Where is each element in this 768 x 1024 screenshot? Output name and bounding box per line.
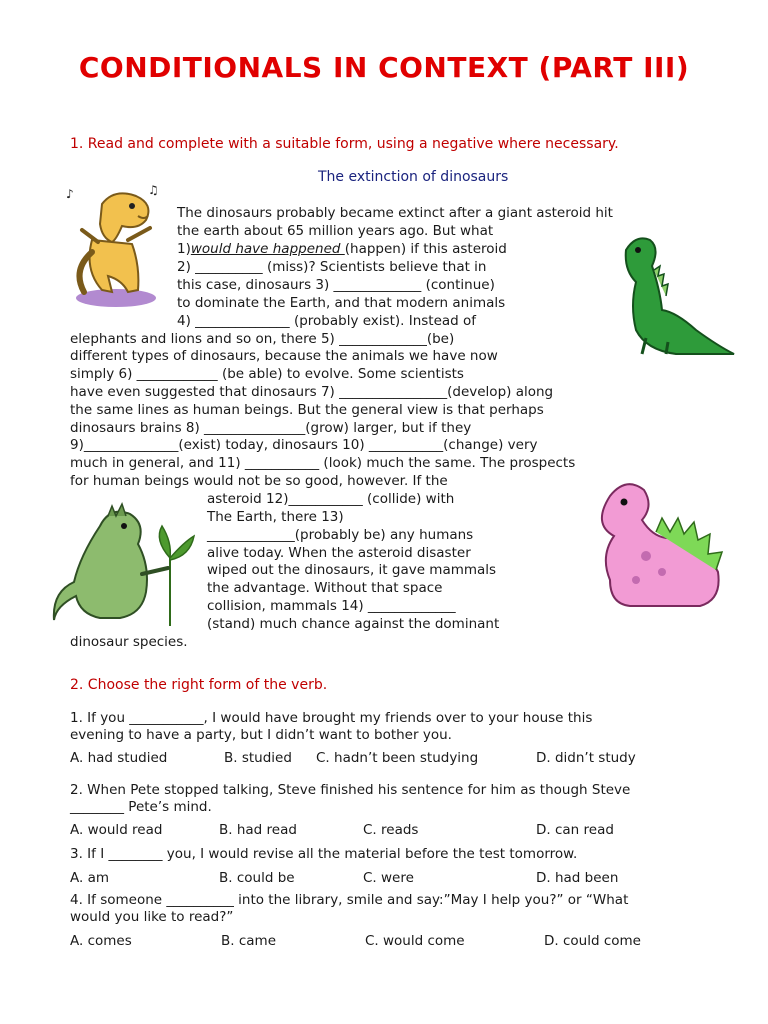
passage-line: much in general, and 11) ___________ (look) much the same. The prospects <box>70 455 576 471</box>
passage-title: The extinction of dinosaurs <box>318 169 509 185</box>
gap-number: 1) <box>177 241 191 257</box>
passage-line: the advantage. Without that space <box>207 580 443 596</box>
green-dinosaur-image <box>606 230 738 360</box>
passage-line: The dinosaurs probably became extinct after a giant asteroid hit <box>177 205 613 221</box>
passage-line: alive today. When the asteroid disaster <box>207 545 471 561</box>
passage-line: dinosaur species. <box>70 634 188 650</box>
question-text: ________ Pete’s mind. <box>70 799 212 815</box>
question-text: 3. If I ________ you, I would revise all the material before the test tomorrow. <box>70 846 578 862</box>
passage-line: this case, dinosaurs 3) _____________ (continue) <box>177 277 495 293</box>
passage-line: (stand) much chance against the dominant <box>207 616 500 632</box>
option-c[interactable]: C. were <box>363 870 414 886</box>
option-d[interactable]: D. had been <box>536 870 619 886</box>
question-text: 1. If you ___________, I would have brought my friends over to your house this <box>70 710 593 726</box>
passage-line: dinosaurs brains 8) _______________(grow) larger, but if they <box>70 420 472 436</box>
passage-line: 2) __________ (miss)? Scientists believe that in <box>177 259 487 275</box>
passage-line: the same lines as human beings. But the general view is that perhaps <box>70 402 544 418</box>
question-text: 2. When Pete stopped talking, Steve finished his sentence for him as though Steve <box>70 782 631 798</box>
pink-dinosaur-image <box>570 476 730 616</box>
option-d[interactable]: D. didn’t study <box>536 750 636 766</box>
passage-line: _____________(probably be) any humans <box>207 527 474 543</box>
option-c[interactable]: C. would come <box>365 933 465 949</box>
option-b[interactable]: B. studied <box>224 750 292 766</box>
passage-line: wiped out the dinosaurs, it gave mammals <box>207 562 497 578</box>
passage-line <box>177 241 507 259</box>
page-title: CONDITIONALS IN CONTEXT (PART III) <box>78 51 690 84</box>
option-b[interactable]: B. could be <box>219 870 295 886</box>
question-text: would you like to read?” <box>70 909 234 925</box>
svg-text:♪: ♪ <box>66 187 74 201</box>
example-answer: would have happened <box>190 241 345 257</box>
passage-line: simply 6) ____________ (be able) to evolve. Some scientists <box>70 366 464 382</box>
option-c[interactable]: C. reads <box>363 822 419 838</box>
option-d[interactable]: D. can read <box>536 822 614 838</box>
passage-line: collision, mammals 14) _____________ <box>207 598 456 614</box>
passage-line: to dominate the Earth, and that modern animals <box>177 295 506 311</box>
dancing-dinosaur-image <box>62 180 170 310</box>
passage-line: different types of dinosaurs, because the animals we have now <box>70 348 498 364</box>
svg-text:♫: ♫ <box>148 183 159 197</box>
passage-line: 9)______________(exist) today, dinosaurs 10) ___________(change) very <box>70 437 538 453</box>
passage-line: have even suggested that dinosaurs 7) ________________(develop) along <box>70 384 554 400</box>
passage-line-text: (happen) if this asteroid <box>344 241 507 257</box>
passage-line: for human beings would not be so good, however. If the <box>70 473 448 489</box>
option-a[interactable]: A. comes <box>70 933 132 949</box>
exercise-2-instruction: 2. Choose the right form of the verb. <box>70 677 328 693</box>
passage-line: the earth about 65 million years ago. But what <box>177 223 494 239</box>
passage-line: elephants and lions and so on, there 5) _____________(be) <box>70 331 455 347</box>
option-b[interactable]: B. came <box>221 933 276 949</box>
option-a[interactable]: A. would read <box>70 822 163 838</box>
exercise-1-instruction: 1. Read and complete with a suitable form, using a negative where necessary. <box>70 136 619 152</box>
option-a[interactable]: A. had studied <box>70 750 168 766</box>
passage-line: The Earth, there 13) <box>207 509 344 525</box>
option-a[interactable]: A. am <box>70 870 110 886</box>
passage-line: 4) ______________ (probably exist). Instead of <box>177 313 477 329</box>
option-c[interactable]: C. hadn’t been studying <box>316 750 479 766</box>
option-b[interactable]: B. had read <box>219 822 297 838</box>
passage-line: asteroid 12)___________ (collide) with <box>207 491 455 507</box>
question-text: evening to have a party, but I didn’t want to bother you. <box>70 727 452 743</box>
question-text: 4. If someone __________ into the library, smile and say:”May I help you?” or “What <box>70 892 629 908</box>
green-dinosaur-with-plant-image <box>50 496 200 631</box>
option-d[interactable]: D. could come <box>544 933 641 949</box>
